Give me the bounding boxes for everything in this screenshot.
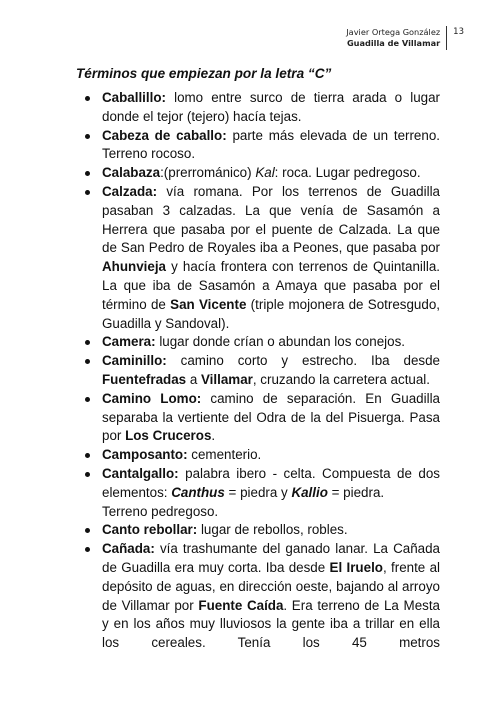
entry-term: Calabaza (102, 165, 161, 181)
entry-term: Camera: (102, 334, 156, 350)
entry-term: Camino Lomo: (102, 390, 202, 406)
bullet-icon (85, 547, 90, 552)
entry-text: camino corto y estrecho. Iba desde (166, 353, 440, 369)
entry-camposanto (74, 446, 440, 465)
entry-text: cementerio. (187, 447, 262, 463)
header-author: Javier Ortega González (346, 27, 441, 37)
entry-term: Camposanto: (102, 447, 188, 463)
entry-text: . Era terreno de La Mesta y en los años muy lluviosos la gente iba a trillar en ella los cereales. Tenía los 45 metros (102, 597, 441, 651)
entry-caminillo (74, 352, 440, 390)
entry-term: Caminillo: (102, 353, 167, 369)
entry-caballillo (74, 89, 440, 127)
entry-term: Cabeza de caballo: (102, 127, 227, 143)
entry-text: palabra ibero - celta. Compuesta de dos elementos: (102, 465, 440, 500)
entry-cantalgallo (74, 465, 440, 521)
entry-text: camino de separación. En Guadilla separaba la vertiente del Odra de la del Pisuerga. Pasa por (102, 390, 441, 444)
entry-text: y hacía frontera con terrenos de Quintanilla. La que iba de Sasamón a Amaya que pasaba por el término de (102, 259, 440, 312)
entry-cabeza-de-caballo (74, 127, 440, 165)
bullet-icon (85, 472, 90, 477)
entry-place: Los Cruceros (125, 428, 212, 444)
entry-calzada (74, 183, 440, 333)
entry-place: Ahunvieja (102, 259, 166, 275)
entry-text: , frente al depósito de aguas, en dirección oeste, bajando al arroyo de Villamar por (102, 559, 440, 613)
bullet-icon (85, 134, 90, 139)
entry-text: = piedra y (224, 484, 292, 500)
entry-place: San Vicente (170, 296, 247, 312)
entry-text: parte más elevada de un terreno. Terreno rocoso. (102, 127, 440, 162)
bullet-icon (85, 190, 90, 195)
entry-place: Fuentefradas (102, 371, 187, 387)
running-header (346, 26, 464, 50)
entry-place: Villamar (200, 371, 253, 387)
entry-place: Fuente Caída (198, 597, 284, 613)
entry-text: a (186, 371, 201, 387)
entry-word: Canthus (171, 484, 225, 500)
entry-place: El Iruelo (329, 559, 383, 575)
bullet-icon (85, 397, 90, 402)
entry-term: Cantalgallo: (102, 465, 179, 481)
bullet-icon (85, 453, 90, 458)
glossary-list (74, 89, 440, 653)
entry-term: Caballillo: (102, 90, 166, 105)
entry-term: Cañada: (102, 541, 155, 557)
bullet-icon (85, 171, 90, 176)
bullet-icon (85, 528, 90, 533)
entry-word: Kallio (291, 484, 328, 500)
entry-text: lugar de rebollos, robles. (197, 522, 348, 538)
bullet-icon (85, 359, 90, 364)
entry-text: lomo entre surco de tierra arada o lugar donde el tejor (tejero) hacía tejas. (102, 90, 440, 124)
entry-calabaza (74, 164, 440, 183)
entry-text: = piedra. (327, 484, 385, 500)
entry-canto-rebollar (74, 521, 440, 540)
bullet-icon (85, 96, 90, 101)
entry-text: (triple mojonera de Sotresgudo, Guadilla y Sandoval). (102, 296, 440, 331)
entry-text: : roca. Lugar pedregoso. (274, 165, 421, 181)
bullet-icon (85, 340, 90, 345)
entry-term: Canto rebollar: (102, 522, 198, 538)
entry-text: , cruzando la carretera actual. (252, 371, 431, 387)
entry-text: . (211, 428, 216, 444)
section-title: Términos que empiezan por la letra “C” (76, 66, 332, 81)
entry-canada (74, 540, 440, 653)
entry-camera (74, 333, 440, 352)
entry-text: Terreno pedregoso. (102, 503, 219, 519)
entry-term: Calzada: (102, 183, 158, 199)
page-number: 13 (453, 27, 464, 37)
entry-word: Kal (255, 165, 275, 181)
entry-text: lugar donde crían o abundan los conejos. (155, 334, 405, 350)
entry-text: vía trashumante del ganado lanar. La Cañada de Guadilla era muy corta. Iba desde (102, 541, 440, 575)
entry-text: :(prerrománico) (160, 165, 256, 181)
header-subtitle: Guadilla de Villamar (346, 38, 441, 48)
entry-camino-lomo (74, 390, 440, 446)
header-text (346, 26, 446, 49)
entry-text: vía romana. Por los terrenos de Guadilla pasaban 3 calzadas. La que venía de Sasamón a Herrera que pasaba por el puente de Calzada. La que de San Pedro de Royales iba a Peones, que pasaba por (102, 183, 440, 256)
